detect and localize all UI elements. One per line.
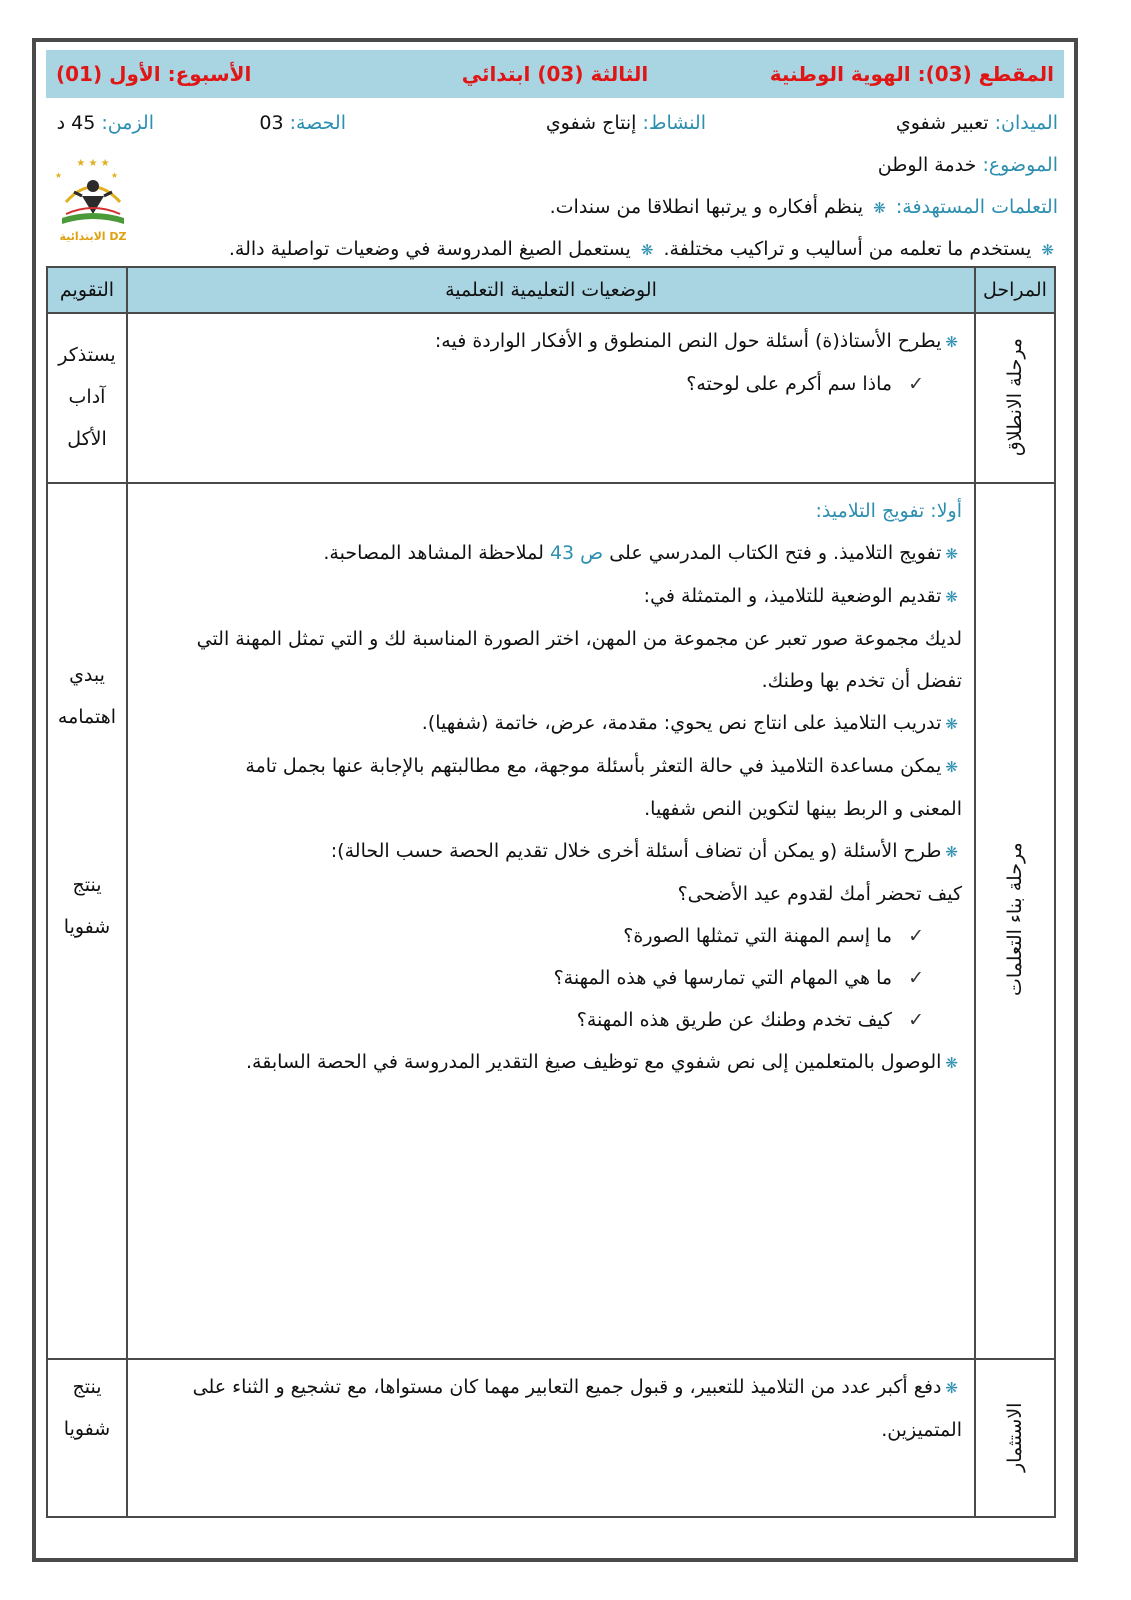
objectives-line-2: ❋ يستخدم ما تعلمه من أساليب و تراكيب مختلفة. ❋ يستعمل الصيغ المدروسة في وضعيات تواصلية دالة. <box>228 238 1054 260</box>
bullet-icon: ❋ <box>640 241 654 259</box>
check-icon: ✓ <box>908 1009 924 1031</box>
bullet-icon: ❋ <box>945 715 958 733</box>
unit-title: المقطع (03): الهوية الوطنية <box>769 62 1054 86</box>
time-info: الزمن: 45 د <box>56 112 154 134</box>
phase-launch-eval: يستذكر آداب الأكل <box>58 344 116 450</box>
activity-info: النشاط: إنتاج شفوي <box>545 112 706 134</box>
groups-heading: أولا: تفويج التلاميذ: <box>815 500 962 522</box>
page-frame <box>32 38 1078 1562</box>
info-row <box>46 112 1064 140</box>
phase-invest-content: ❋دفع أكبر عدد من التلاميذ للتعبير، و قبول جميع التعابير مهما كان مستواها، مع تشجيع و الثناء على المتميزين. <box>192 1376 962 1441</box>
objectives-line: التعلمات المستهدفة: ❋ ينظم أفكاره و يرتبها انطلاقا من سندات. <box>549 196 1058 218</box>
bullet-icon: ❋ <box>945 545 958 563</box>
check-icon: ✓ <box>908 967 924 989</box>
bullet-icon: ❋ <box>945 758 958 776</box>
field-info: الميدان: تعبير شفوي <box>895 112 1058 134</box>
svg-text:★: ★ <box>54 171 62 180</box>
table-header-row <box>47 267 1055 313</box>
topic-line: الموضوع: خدمة الوطن <box>877 154 1058 176</box>
bullet-icon: ❋ <box>945 843 958 861</box>
phase-launch-row <box>47 313 1055 483</box>
header-bar <box>46 50 1064 98</box>
lesson-table <box>46 266 1056 1518</box>
bullet-icon: ❋ <box>1041 241 1054 259</box>
check-icon: ✓ <box>908 925 924 947</box>
session-info: الحصة: 03 <box>259 112 346 134</box>
bullet-icon: ❋ <box>873 199 886 217</box>
school-logo <box>52 152 134 248</box>
bullet-icon: ❋ <box>945 1054 958 1072</box>
phase-build-row <box>47 483 1055 1359</box>
level-title: الثالثة (03) ابتدائي <box>461 62 649 86</box>
bullet-icon: ❋ <box>945 1379 958 1397</box>
bullet-icon: ❋ <box>945 333 958 351</box>
phase-launch-label: مرحلة الانطلاق <box>1004 338 1026 456</box>
phase-build-label: مرحلة بناء التعلمات <box>1004 842 1026 996</box>
svg-text:★: ★ <box>110 171 118 180</box>
phase-invest-eval: ينتج شفويا <box>63 1376 111 1440</box>
phase-invest-row <box>47 1359 1055 1517</box>
svg-text:★ ★ ★: ★ ★ ★ <box>76 158 110 169</box>
col-situations: الوضعيات التعليمية التعلمية <box>127 267 975 313</box>
bullet-icon: ❋ <box>945 588 958 606</box>
col-phases: المراحل <box>975 267 1055 313</box>
svg-text:DZ الابتدائية: DZ الابتدائية <box>59 230 127 243</box>
col-eval: التقويم <box>47 267 127 313</box>
phase-invest-label: الاستثمار <box>1004 1402 1026 1472</box>
week-title: الأسبوع: الأول (01) <box>56 62 252 86</box>
phase-build-content: أولا: تفويج التلاميذ: ❋تفويج التلاميذ. و فتح الكتاب المدرسي على ص 43 لملاحظة المشاهد المصاحبة. ❋تقديم الوضعية للتلاميذ، و المتمثلة في: لديك مجموعة صور تعبر عن مجموعة من المهن، اختر الصورة المناسبة لك و التي تمثل المهنة التي تفضل أن تخدم بها وطنك. ❋تدريب التلاميذ على انتاج نص يحوي: مقدمة، عرض، خاتمة (شفهيا). ❋يمكن مساعدة التلاميذ في حالة التعثر بأسئلة موجهة، مع مطالبتهم بالإجابة عنها بجمل تامة المعنى و الربط بينها لتكوين النص شفهيا. ❋طرح الأسئلة (و يمكن أن تضاف أسئلة أخرى خلال تقديم الحصة حسب الحالة): كيف تحضر أمك لقدوم عيد الأضحى؟ ✓ما إسم المهنة التي تمثلها الصورة؟ ✓ما هي المهام التي تمارسها في هذه المهنة؟ ✓كيف تخدم وطنك عن طريق هذه المهنة؟ ❋الوصول بالمتعلمين إلى نص شفوي مع توظيف صيغ التقدير المدروسة في الحصة السابقة. <box>128 484 974 1084</box>
phase-launch-content: ❋يطرح الأستاذ(ة) أسئلة حول النص المنطوق و الأفكار الواردة فيه: ✓ماذا سم أكرم على لوحته؟ <box>434 330 958 395</box>
check-icon: ✓ <box>908 373 924 395</box>
page-inner <box>46 50 1064 1550</box>
phase-build-eval: يبدي اهتمامه ينتج شفويا <box>57 664 117 938</box>
